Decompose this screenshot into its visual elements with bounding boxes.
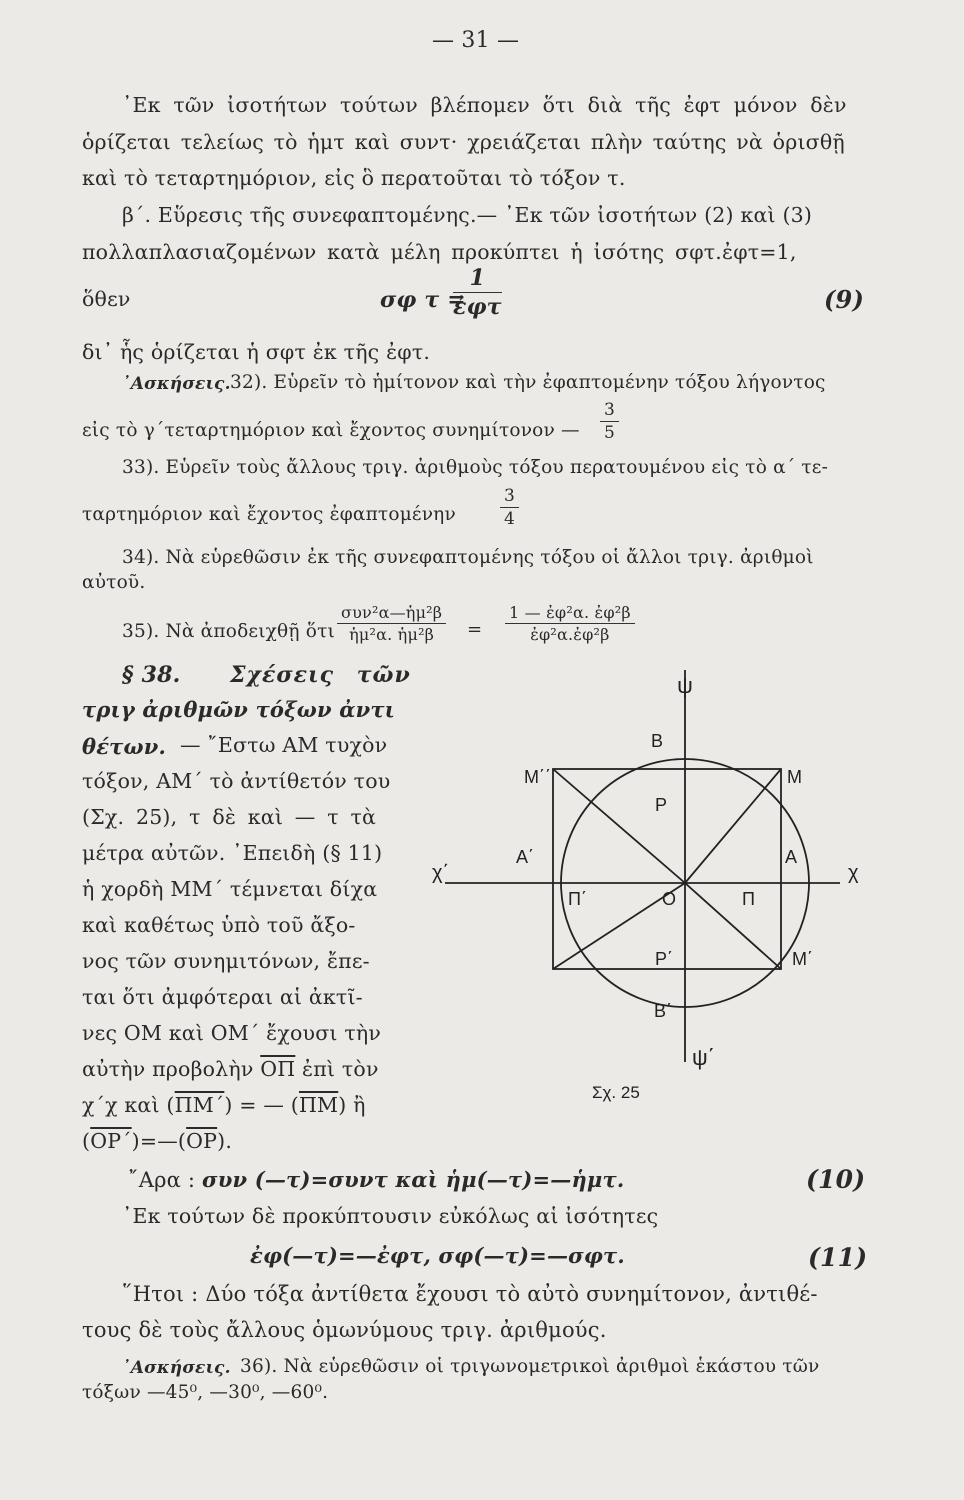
- equation-11: ἐφ(—τ)=—ἐφτ, σφ(—τ)=—σφτ.: [250, 1243, 625, 1268]
- fraction-numerator: 3: [600, 400, 619, 422]
- equation-10: [128, 1167, 624, 1192]
- label-b-prime: Β΄: [654, 1001, 672, 1021]
- radius-om-dprime: [553, 769, 685, 883]
- paragraph-line: ᾿Εκ τούτων δὲ προκύπτουσιν εὐκόλως αἱ ἰσότητες: [122, 1204, 659, 1228]
- radius-om: [685, 769, 781, 883]
- section-line: μέτρα αὐτῶν. ᾿Επειδὴ (§ 11): [82, 841, 383, 865]
- fraction-numerator: συν²α—ἡμ²β: [337, 603, 446, 624]
- label-pi: Π: [742, 889, 755, 909]
- label-p: Ρ: [655, 795, 668, 815]
- exercise-line: 32). Εὑρεῖν τὸ ἡμίτονον καὶ τὴν ἐφαπτομένην τόξου λήγοντος: [230, 372, 826, 393]
- label-pi-prime: Π΄: [568, 889, 587, 909]
- label-psi-prime: ψ΄: [692, 1045, 716, 1070]
- section-text: ).: [217, 1129, 233, 1153]
- exercises-label: ᾿Ασκήσεις.: [122, 1358, 231, 1378]
- label-x-prime: χ΄: [432, 862, 450, 884]
- label-psi: ψ: [677, 673, 693, 698]
- page-number: — 31 —: [432, 28, 520, 53]
- label-a-prime: Α΄: [516, 847, 534, 867]
- label-m: Μ: [787, 767, 802, 787]
- fraction-denominator: ἐφτ: [453, 294, 502, 320]
- exercise-line: 35). Νὰ ἀποδειχθῇ ὅτι: [122, 621, 335, 642]
- section-text: χ΄χ καὶ (: [82, 1093, 175, 1117]
- label-a: Α: [785, 847, 798, 867]
- section-line: — ῎Εστω ΑΜ τυχὸν: [180, 733, 388, 757]
- figure-25: [420, 665, 890, 1105]
- exercise-line: ταρτημόριον καὶ ἔχοντος ἐφαπτομένην: [82, 504, 456, 525]
- section-line: [82, 1129, 232, 1153]
- label-b: Β: [651, 731, 664, 751]
- equation-lhs: σφ τ =: [380, 287, 466, 313]
- exercise-line: 36). Νὰ εὑρεθῶσιν οἱ τριγωνομετρικοὶ ἀριθμοὶ ἑκάστου τῶν: [240, 1356, 820, 1377]
- equation-fraction: [453, 265, 502, 320]
- section-title: θέτων.: [82, 734, 166, 759]
- segment-pm-prime: $\overline{\Pi M΄}$: [174, 1093, 225, 1117]
- exercise-fraction: [500, 486, 519, 529]
- exercise-line: αὐτοῦ.: [82, 572, 146, 593]
- section-title: τριγ ἀριθμῶν τόξων ἀντι: [82, 697, 396, 722]
- figure-caption: Σχ. 25: [592, 1083, 640, 1102]
- fraction-denominator: 4: [504, 509, 516, 529]
- paragraph-line: β΄. Εὕρεσις τῆς συνεφαπτομένης.— ᾿Εκ τῶν ἰσοτήτων (2) καὶ (3): [122, 203, 813, 227]
- section-text: αὐτὴν προβολὴν: [82, 1057, 254, 1081]
- fraction-numerator: 3: [500, 486, 519, 508]
- exercise-fraction: [505, 603, 635, 644]
- label-p-prime: Ρ΄: [655, 949, 673, 969]
- paragraph-line: ᾿Εκ τῶν ἰσοτήτων τούτων βλέπομεν ὅτι διὰ τῆς ἐφτ μόνον δὲν: [122, 93, 847, 117]
- exercise-line: 33). Εὑρεῖν τοὺς ἄλλους τριγ. ἀριθμοὺς τόξου περατουμένου εἰς τὸ α΄ τε-: [122, 457, 829, 478]
- equation-body: συν (—τ)=συντ καὶ ἡμ(—τ)=—ἡμτ.: [202, 1167, 625, 1192]
- section-line: (Σχ. 25), τ δὲ καὶ — τ τὰ: [82, 805, 377, 829]
- paragraph-line: δι᾿ ἧς ὁρίζεται ἡ σφτ ἐκ τῆς ἐφτ.: [82, 340, 431, 364]
- exercises-label: ᾿Ασκήσεις.: [122, 374, 231, 394]
- section-number: § 38.: [122, 662, 181, 688]
- fraction-denominator: ἡμ²α. ἡμ²β: [349, 625, 435, 644]
- section-text: ) = — (: [224, 1093, 299, 1117]
- radius-om-prime: [685, 883, 781, 969]
- section-line: ἡ χορδὴ ΜΜ΄ τέμνεται δίχα: [82, 877, 378, 901]
- fraction-denominator: 5: [604, 423, 616, 443]
- paragraph-line: ὁρίζεται τελείως τὸ ἡμτ καὶ συντ· χρειάζεται πλὴν ταύτης νὰ ὁρισθῇ: [82, 130, 845, 154]
- equation-number: (11): [808, 1243, 868, 1272]
- exercise-line: εἰς τὸ γ΄τεταρτημόριον καὶ ἔχοντος συνημίτονον —: [82, 420, 580, 441]
- section-line: νες ΟΜ καὶ ΟΜ΄ ἔχουσι τὴν: [82, 1021, 382, 1045]
- exercise-fraction: [600, 400, 619, 443]
- section-line: καὶ καθέτως ὑπὸ τοῦ ἄξο-: [82, 913, 356, 937]
- exercise-fraction: [337, 603, 446, 644]
- label-m-dprime: Μ΄΄: [524, 767, 551, 787]
- fraction-numerator: 1 — ἐφ²α. ἐφ²β: [505, 603, 635, 624]
- equals-sign: =: [467, 619, 483, 640]
- section-line: [82, 1057, 379, 1081]
- segment-or-prime: $\overline{OP΄}$: [90, 1129, 132, 1153]
- fraction-denominator: ἐφ²α.ἐφ²β: [530, 625, 610, 644]
- paragraph-line: πολλαπλασιαζομένων κατὰ μέλη προκύπτει ἡ ἰσότης σφτ.ἐφτ=1,: [82, 240, 797, 264]
- equation-lead: ῎Αρα :: [128, 1168, 196, 1192]
- segment-pm: $\overline{\Pi M}$: [298, 1093, 339, 1117]
- paragraph-line: ῞Ητοι : Δύο τόξα ἀντίθετα ἔχουσι τὸ αὐτὸ συνημίτονον, ἀντιθέ-: [122, 1282, 818, 1306]
- equation-lead: ὅθεν: [82, 287, 131, 311]
- label-x: χ: [848, 862, 859, 884]
- section-line: ται ὅτι ἀμφότεραι αἱ ἀκτῖ-: [82, 985, 363, 1009]
- fraction-numerator: 1: [453, 265, 502, 293]
- section-title: Σχέσεις τῶν: [230, 662, 411, 688]
- equation-number: (9): [824, 285, 865, 314]
- equation-number: (10): [806, 1165, 866, 1194]
- section-line: [82, 1093, 366, 1117]
- segment-or: $\overline{OP}$: [186, 1129, 218, 1153]
- section-line: νος τῶν συνημιτόνων, ἔπε-: [82, 949, 370, 973]
- exercise-line: 34). Νὰ εὑρεθῶσιν ἐκ τῆς συνεφαπτομένης τόξου οἱ ἄλλοι τριγ. ἀριθμοὶ: [122, 547, 814, 568]
- label-o: Ο: [662, 889, 677, 909]
- exercise-line: τόξων —45⁰, —30⁰, —60⁰.: [82, 1382, 329, 1403]
- section-text: ) ἢ: [338, 1093, 366, 1117]
- label-m-prime: Μ΄: [792, 949, 813, 969]
- segment-op: $\overline{O\Pi}$: [260, 1057, 296, 1081]
- section-line: τόξον, ΑΜ΄ τὸ ἀντίθετόν του: [82, 769, 391, 793]
- section-text: )=—(: [131, 1129, 187, 1153]
- section-text: (: [82, 1129, 91, 1153]
- paragraph-line: καὶ τὸ τεταρτημόριον, εἰς ὃ περατοῦται τὸ τόξον τ.: [82, 166, 626, 190]
- section-text: ἐπὶ τὸν: [302, 1057, 379, 1081]
- paragraph-line: τους δὲ τοὺς ἄλλους ὁμωνύμους τριγ. ἀριθμούς.: [82, 1318, 607, 1342]
